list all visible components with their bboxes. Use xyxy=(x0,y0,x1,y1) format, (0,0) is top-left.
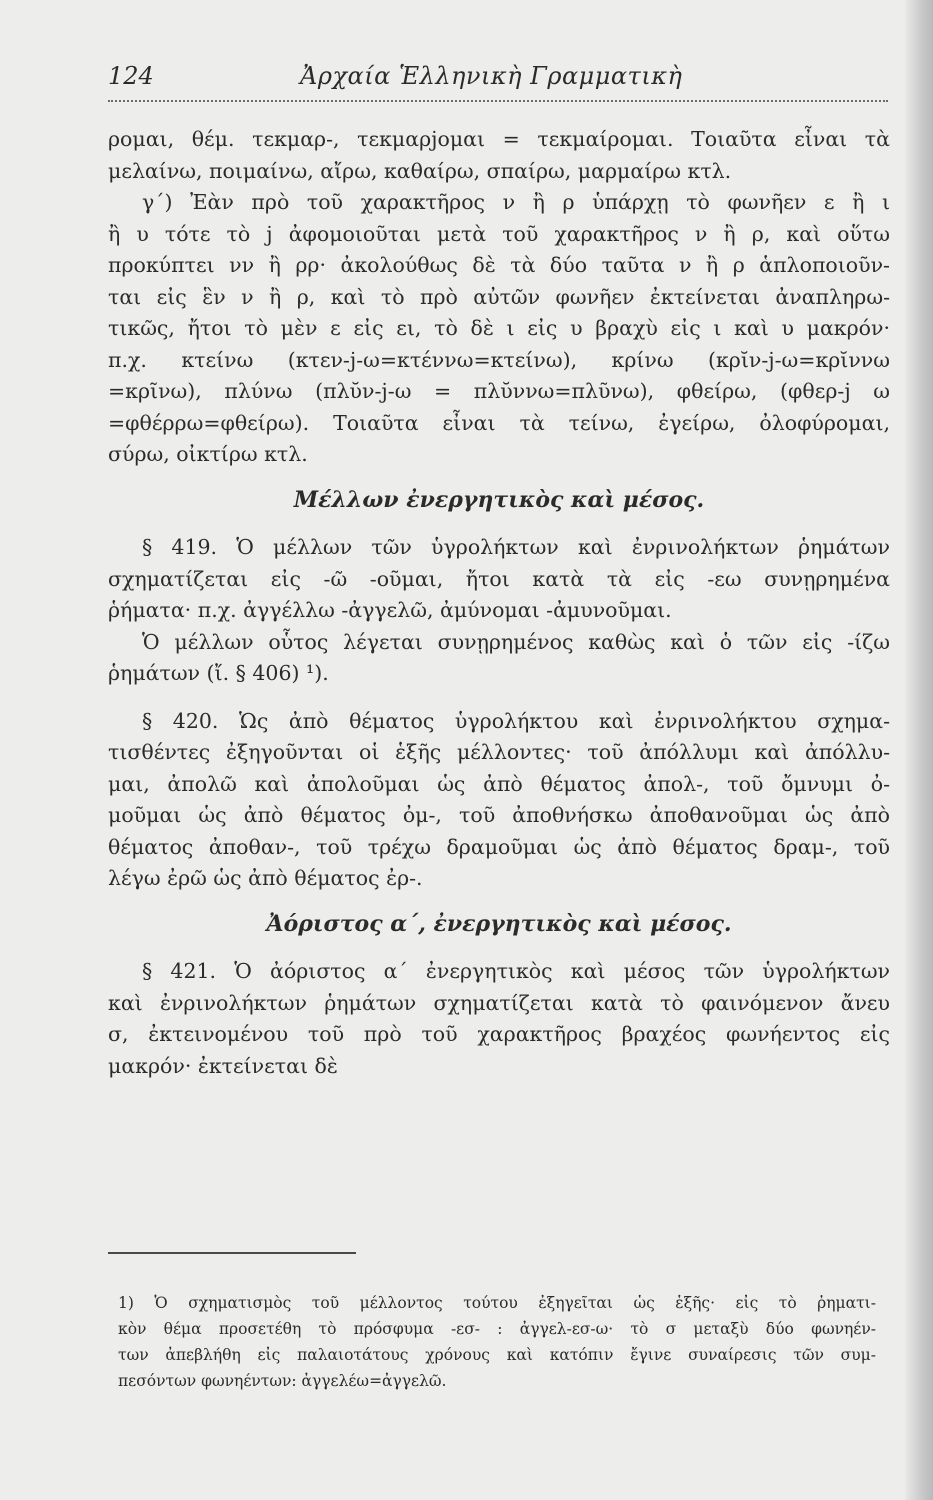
spacer xyxy=(108,516,890,532)
paragraph-419-line: σχηματίζεται εἰς -ῶ -οῦμαι, ἤτοι κατὰ τὰ εἰς -εω συνῃρημένα xyxy=(108,566,890,591)
spacer xyxy=(108,690,890,706)
text-line: π.χ. κτείνω (κτεν-j-ω=κτέννω=κτείνω), κρίνω (κρῐν-j-ω=κρῐννω xyxy=(108,347,890,372)
spacer xyxy=(108,940,890,956)
paragraph-421-line: μακρόν· ἐκτείνεται δὲ xyxy=(108,1053,338,1078)
paragraph-421-line: § 421. Ὁ ἀόριστος α΄ ἐνεργητικὸς καὶ μέσος τῶν ὑγρολήκτων xyxy=(142,959,890,983)
text-line: τικῶς, ἤτοι τὸ μὲν ε εἰς ει, τὸ δὲ ι εἰς υ βραχὺ εἰς ι καὶ υ μακρόν· xyxy=(108,316,890,340)
footnote-divider xyxy=(108,1252,356,1254)
paragraph-420-line: μαι, ἀπολῶ καὶ ἀπολοῦμαι ὡς ἀπὸ θέματος ἀπολ-, τοῦ ὄμνυμι ὀ- xyxy=(108,771,890,796)
body-text xyxy=(108,124,890,1082)
text-line: ται εἰς ἓν ν ἢ ρ, καὶ τὸ πρὸ αὐτῶν φωνῆεν ἐκτείνεται ἀναπληρω- xyxy=(108,284,890,309)
section-heading-aorist: Ἀόριστος α΄, ἐνεργητικὸς καὶ μέσος. xyxy=(266,910,732,937)
text-line: =φθέρρω=φθείρω). Τοιαῦτα εἶναι τὰ τείνω, ἐγείρω, ὀλοφύρομαι, xyxy=(108,410,890,435)
paragraph-420-line: μοῦμαι ὡς ἀπὸ θέματος ὀμ-, τοῦ ἀποθνήσκω ἀποθανοῦμαι ὡς ἀπὸ xyxy=(108,803,890,827)
footnote-line: πεσόντων φωνηέντων: ἀγγελέω=ἀγγελῶ. xyxy=(118,1372,447,1390)
header-divider xyxy=(108,100,888,102)
paragraph-419-line: Ὁ μέλλων οὗτος λέγεται συνῃρημένος καθὼς καὶ ὁ τῶν εἰς -ίζω xyxy=(142,629,890,654)
paragraph-420-line: λέγω ἐρῶ ὡς ἀπὸ θέματος ἐρ-. xyxy=(108,866,423,890)
paragraph-419-line: § 419. Ὁ μέλλων τῶν ὑγρολήκτων καὶ ἐνρινολήκτων ῥημάτων xyxy=(142,535,890,559)
spacer xyxy=(108,895,890,909)
section-heading-future: Μέλλων ἐνεργητικὸς καὶ μέσος. xyxy=(293,486,705,513)
text-line: σύρω, οἰκτίρω κτλ. xyxy=(108,442,308,466)
page-number: 124 xyxy=(108,62,154,90)
paragraph-420-line: θέματος ἀποθαν-, τοῦ τρέχω δραμοῦμαι ὡς ἀπὸ θέματος δραμ-, τοῦ xyxy=(108,834,890,859)
paragraph-421-line: καὶ ἐνρινολήκτων ῥημάτων σχηματίζεται κατὰ τὸ φαινόμενον ἄνευ xyxy=(108,990,890,1015)
text-line: προκύπτει νν ἢ ρρ· ἀκολούθως δὲ τὰ δύο ταῦτα ν ἢ ρ ἁπλοποιοῦν- xyxy=(108,253,890,277)
text-line: μελαίνω, ποιμαίνω, αἴρω, καθαίρω, σπαίρω, μαρμαίρω κτλ. xyxy=(108,158,732,183)
footnote-line: 1) Ὁ σχηματισμὸς τοῦ μέλλοντος τούτου ἐξηγεῖται ὡς ἑξῆς· εἰς τὸ ῥηματι- xyxy=(118,1294,876,1312)
paragraph-419-line: ῥημάτων (ἴ. § 406) ¹). xyxy=(108,661,329,685)
text-line: ρομαι, θέμ. τεκμαρ-, τεκμαρjομαι = τεκμαίρομαι. Τοιαῦτα εἶναι τὰ xyxy=(108,127,890,151)
paragraph-421-line: σ, ἐκτεινομένου τοῦ πρὸ τοῦ χαρακτῆρος βραχέος φωνήεντος εἰς xyxy=(108,1022,890,1046)
footnote-line: κὸν θέμα προσετέθη τὸ πρόσφυμα -εσ- : ἀγγελ-εσ-ω· τὸ σ μεταξὺ δύο φωνηέν- xyxy=(118,1320,876,1338)
footnote-line: των ἀπεβλήθη εἰς παλαιοτάτους χρόνους καὶ κατόπιν ἔγινε συναίρεσις τῶν συμ- xyxy=(118,1346,876,1364)
page-header xyxy=(108,62,888,102)
text-line: γ΄) Ἐὰν πρὸ τοῦ χαρακτῆρος ν ἢ ρ ὑπάρχῃ τὸ φωνῆεν ε ἢ ι xyxy=(142,190,890,214)
paragraph-420-line: § 420. Ὡς ἀπὸ θέματος ὑγρολήκτου καὶ ἐνρινολήκτου σχημα- xyxy=(142,708,890,733)
text-line: =κρῖνω), πλύνω (πλῠν-j-ω = πλῠννω=πλῦνω), φθείρω, (φθερ-j ω xyxy=(108,379,890,403)
text-line: ἢ υ τότε τὸ j ἀφομοιοῦται μετὰ τοῦ χαρακτῆρος ν ἢ ρ, καὶ οὕτω xyxy=(108,221,890,246)
book-spine-shadow xyxy=(905,0,933,1500)
paragraph-419-line: ῥήματα· π.χ. ἀγγέλλω -ἀγγελῶ, ἀμύνομαι -ἀμυνοῦμαι. xyxy=(108,598,672,622)
paragraph-420-line: τισθέντες ἐξηγοῦνται οἱ ἑξῆς μέλλοντες· τοῦ ἀπόλλυμι καὶ ἀπόλλυ- xyxy=(108,740,890,764)
footnote xyxy=(118,1290,876,1394)
running-title: Ἀρχαία Ἑλληνικὴ Γραμματικὴ xyxy=(300,62,683,90)
spacer xyxy=(108,471,890,485)
